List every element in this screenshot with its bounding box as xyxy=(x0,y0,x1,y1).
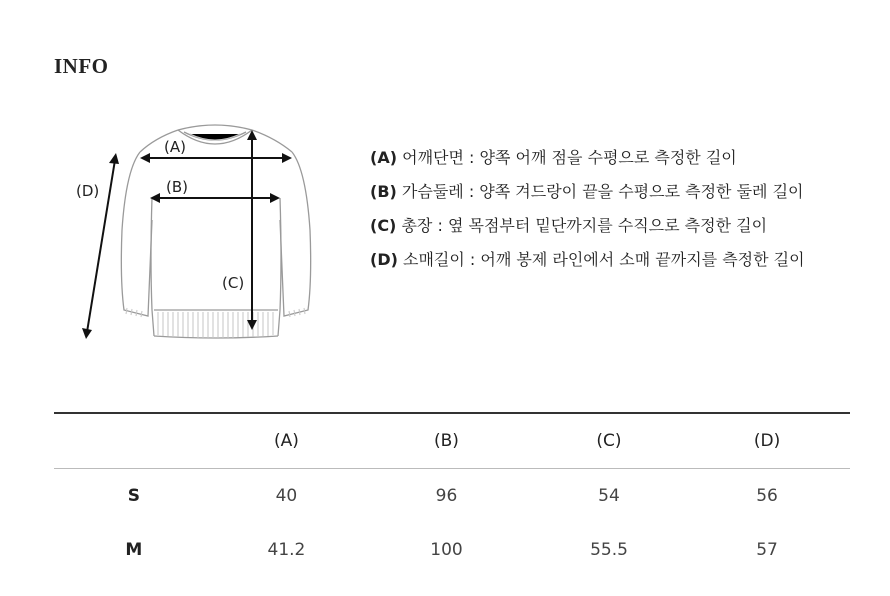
cell-b: 100 xyxy=(430,540,463,560)
size-label: M xyxy=(125,540,143,560)
label-c: (C) xyxy=(222,274,245,292)
cell-a: 40 xyxy=(275,486,298,506)
sweater-diagram xyxy=(60,110,360,360)
header-c: (C) xyxy=(596,431,622,451)
definition-text: 가슴둘레 : 양쪽 겨드랑이 끝을 수평으로 측정한 둘레 길이 xyxy=(401,182,804,201)
label-d: (D) xyxy=(76,182,100,200)
cell-d: 56 xyxy=(756,486,778,506)
definition-text: 소매길이 : 어깨 봉제 라인에서 소매 끝까지를 측정한 길이 xyxy=(403,250,805,269)
header-a: (A) xyxy=(273,431,299,451)
cell-d: 57 xyxy=(756,540,778,560)
label-a: (A) xyxy=(164,138,186,156)
page-title: INFO xyxy=(54,54,109,78)
table-header-row xyxy=(54,413,850,469)
definition-b xyxy=(370,178,805,206)
cell-c: 54 xyxy=(598,486,620,506)
cell-b: 96 xyxy=(435,486,458,506)
measurement-definitions xyxy=(370,144,805,280)
definition-a xyxy=(370,144,805,172)
header-b: (B) xyxy=(434,431,459,451)
definition-c xyxy=(370,212,805,240)
definition-key: (D) xyxy=(370,250,398,269)
definition-key: (B) xyxy=(370,182,397,201)
definition-key: (A) xyxy=(370,148,398,167)
size-label: S xyxy=(127,486,140,506)
table-row xyxy=(54,469,850,524)
label-b: (B) xyxy=(166,178,188,196)
definition-key: (C) xyxy=(370,216,397,235)
definition-d xyxy=(370,246,805,274)
header-size xyxy=(54,413,214,469)
sweater-illustration xyxy=(60,110,360,360)
header-d: (D) xyxy=(753,431,781,451)
definition-text: 총장 : 옆 목점부터 밑단까지를 수직으로 측정한 길이 xyxy=(401,216,768,235)
cell-a: 41.2 xyxy=(267,540,306,560)
definition-text: 어깨단면 : 양쪽 어깨 점을 수평으로 측정한 길이 xyxy=(402,148,737,167)
size-table xyxy=(54,412,850,577)
cell-c: 55.5 xyxy=(590,540,628,560)
table-row xyxy=(54,523,850,577)
